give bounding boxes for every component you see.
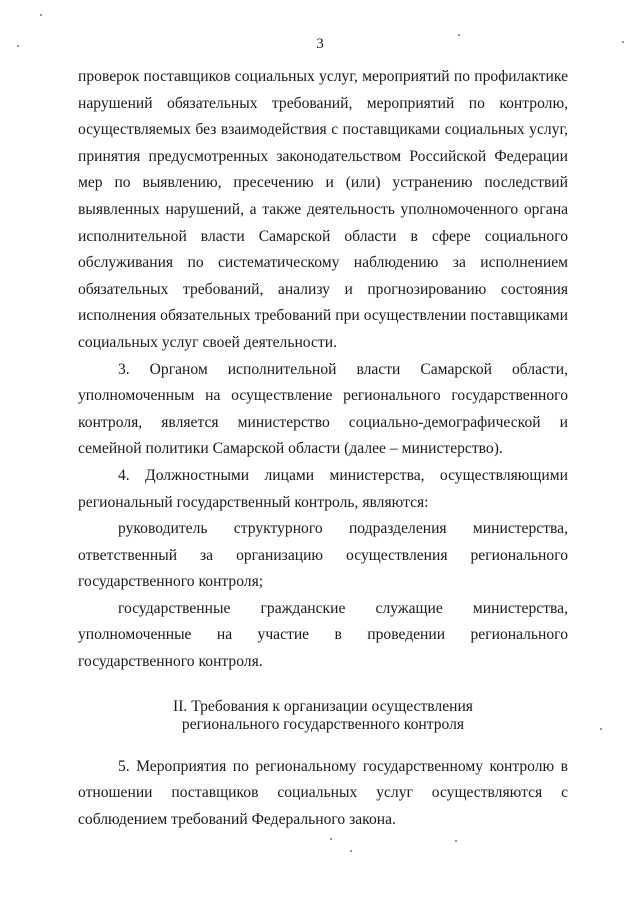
paragraph-3: 3. Органом исполнительной власти Самарской области, уполномоченным на осуществление регионального государственного контроля, является министерство социально-демографической и семейной политики Самарской области (далее – министерство). bbox=[78, 360, 568, 458]
scan-speck bbox=[600, 728, 602, 730]
scan-speck bbox=[330, 838, 332, 840]
page-number: 3 bbox=[316, 36, 324, 52]
section-heading bbox=[78, 698, 568, 734]
paragraph-4: 4. Должностными лицами министерства, осуществляющими региональный государственный контроль, являются: bbox=[78, 466, 568, 511]
scan-speck bbox=[622, 41, 624, 43]
scan-speck bbox=[17, 45, 19, 47]
paragraph-continuation: проверок поставщиков социальных услуг, мероприятий по профилактике нарушений обязательных требований, мероприятий по контролю, осуществляемых без взаимодействия с поставщиками социальных услуг, принятия предусмотренных законодательством Российской Федерации мер по выявлению, пресечению и (или) устранению последствий выявленных нарушений, а также деятельность уполномоченного органа исполнительной власти Самарской области в сфере социального обслуживания по систематическому наблюдению за исполнением обязательных требований, анализу и прогнозированию состояния исполнения обязательных требований при осуществлении поставщиками социальных услуг своей деятельности. bbox=[78, 68, 568, 351]
list-item-head: руководитель структурного подразделения министерства, ответственный за организацию осуществления регионального государственного контроля; bbox=[78, 520, 568, 591]
scan-speck bbox=[455, 840, 457, 842]
section-heading-line-2: регионального государственного контроля bbox=[181, 715, 465, 733]
scan-speck bbox=[350, 850, 352, 852]
paragraph-5: 5. Мероприятия по региональному государственному контролю в отношении поставщиков социальных услуг осуществляются с соблюдением требований Федерального закона. bbox=[78, 757, 568, 828]
document-body bbox=[78, 64, 568, 833]
scan-speck bbox=[40, 14, 42, 16]
scan-speck bbox=[458, 34, 460, 36]
list-item-officials: государственные гражданские служащие министерства, уполномоченные на участие в проведении регионального государственного контроля. bbox=[78, 599, 568, 671]
section-heading-line-1: II. Требования к организации осуществления bbox=[173, 697, 473, 715]
